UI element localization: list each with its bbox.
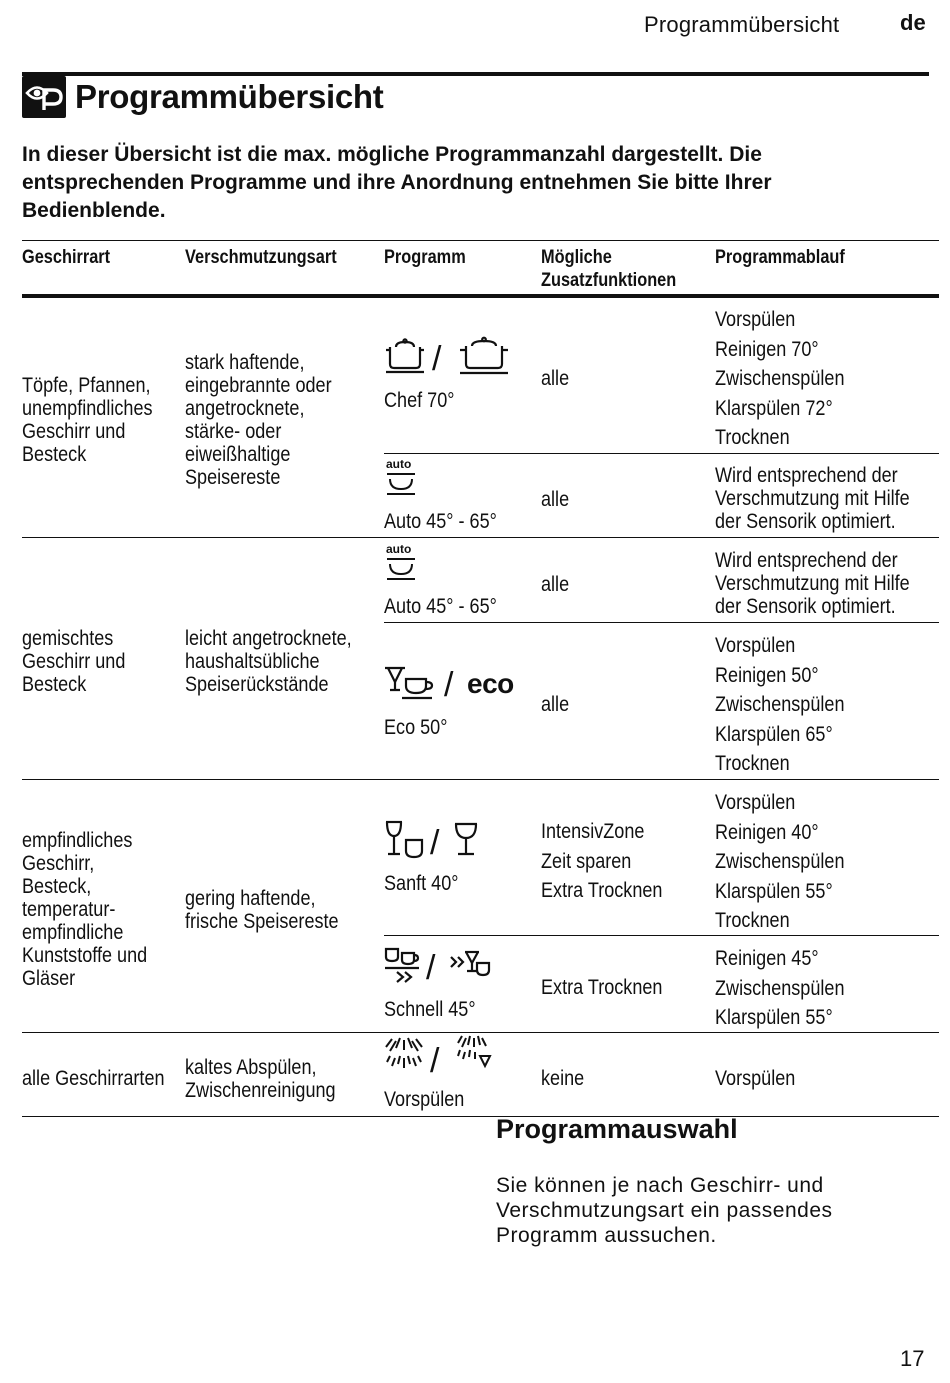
- column-header-program: Programm: [384, 247, 466, 268]
- pot-icon: [384, 338, 426, 379]
- program-name: Vorspülen: [384, 1088, 465, 1111]
- table-header-rule: [22, 294, 939, 298]
- extras-cell: IntensivZone Zeit sparen Extra Trocknen: [541, 820, 663, 903]
- auto-label: auto: [386, 457, 412, 471]
- column-header-extras: Mögliche Zusatzfunktionen: [541, 247, 677, 291]
- section-text: Sie können je nach Geschirr- und Verschmutzungsart ein passendes Programm aussuchen.: [496, 1174, 833, 1247]
- program-name: Schnell 45°: [384, 998, 476, 1021]
- dish-type-cell: Töpfe, Pfannen, unempfindliches Geschirr und Besteck: [22, 374, 153, 466]
- header-rule: [22, 72, 929, 76]
- spray-icon: [384, 1036, 424, 1079]
- column-header-dish: Geschirrart: [22, 247, 111, 268]
- sequence-cell: Vorspülen Reinigen 40° Zwischenspülen Klarspülen 55° Trocknen: [715, 791, 845, 933]
- program-name: Auto 45° - 65°: [384, 510, 497, 533]
- table-top-rule: [22, 240, 939, 241]
- slash-separator: /: [432, 340, 442, 378]
- program-name: Sanft 40°: [384, 872, 459, 895]
- eco-icon: eco: [467, 668, 514, 699]
- sequence-cell: Vorspülen: [715, 1067, 796, 1090]
- extras-cell: alle: [541, 367, 570, 390]
- row-divider: [384, 622, 939, 623]
- slash-separator: /: [430, 824, 440, 862]
- auto-icon: [386, 557, 416, 586]
- dish-type-cell: alle Geschirrarten: [22, 1067, 165, 1090]
- soil-type-cell: stark haftende, eingebrannte oder angetrocknete, stärke- oder eiweißhaltige Speisereste: [185, 351, 332, 489]
- intro-text: In dieser Übersicht ist die max. mögliche Programmanzahl dargestellt. Die entsprechenden Programme und ihre Anordnung entnehmen Sie bitte Ihrer Bedienblende.: [22, 143, 772, 222]
- sequence-cell: Vorspülen Reinigen 50° Zwischenspülen Klarspülen 65° Trocknen: [715, 634, 845, 776]
- slash-separator: /: [426, 949, 436, 987]
- group-divider: [22, 537, 939, 538]
- auto-label: auto: [386, 542, 412, 556]
- column-header-sequence: Programmablauf: [715, 247, 845, 268]
- extras-cell: alle: [541, 573, 570, 596]
- wineglass-cup-icon: [384, 820, 426, 865]
- column-header-soil: Verschmutzungsart: [185, 247, 337, 268]
- sequence-cell: Wird entsprechend der Verschmutzung mit Hilfe der Sensorik optimiert.: [715, 549, 910, 618]
- dish-type-cell: gemischtes Geschirr und Besteck: [22, 627, 126, 696]
- soil-type-cell: leicht angetrocknete, haushaltsübliche Speiserückstände: [185, 627, 352, 696]
- page-number: 17: [900, 1346, 925, 1371]
- program-name: Eco 50°: [384, 716, 448, 739]
- quick-cups-icon: [384, 945, 420, 990]
- soil-type-cell: gering haftende, frische Speisereste: [185, 887, 339, 933]
- row-divider: [384, 453, 939, 454]
- slash-separator: /: [444, 666, 454, 704]
- extras-cell: alle: [541, 693, 570, 716]
- glass-cup-icon: [384, 666, 436, 707]
- sequence-cell: Vorspülen Reinigen 70° Zwischenspülen Klarspülen 72° Trocknen: [715, 308, 845, 450]
- chapter-title: Programmübersicht: [75, 78, 384, 115]
- extras-cell: keine: [541, 1067, 585, 1090]
- sequence-cell: Reinigen 45° Zwischenspülen Klarspülen 55°: [715, 947, 845, 1030]
- table-bottom-rule: [22, 1116, 939, 1117]
- spray-plate-icon: [454, 1034, 494, 1079]
- wineglass-icon: [453, 822, 479, 865]
- pot-icon: [458, 336, 510, 381]
- program-overview-icon: [22, 76, 66, 118]
- slash-separator: /: [430, 1042, 440, 1080]
- sequence-cell: Wird entsprechend der Verschmutzung mit Hilfe der Sensorik optimiert.: [715, 464, 910, 533]
- quick-glass-icon: [449, 949, 493, 990]
- section-title: Programmauswahl: [496, 1114, 738, 1144]
- extras-cell: Extra Trocknen: [541, 976, 663, 999]
- row-divider: [384, 935, 939, 936]
- language-code: de: [900, 10, 926, 35]
- program-name: Chef 70°: [384, 389, 455, 412]
- extras-cell: alle: [541, 488, 570, 511]
- dish-type-cell: empfindliches Geschirr, Besteck, temperatur- empfindliche Kunststoffe und Gläser: [22, 829, 148, 990]
- auto-icon: [386, 472, 416, 501]
- soil-type-cell: kaltes Abspülen, Zwischenreinigung: [185, 1056, 336, 1102]
- program-name: Auto 45° - 65°: [384, 595, 497, 618]
- running-title: Programmübersicht: [644, 12, 840, 37]
- group-divider: [22, 779, 939, 780]
